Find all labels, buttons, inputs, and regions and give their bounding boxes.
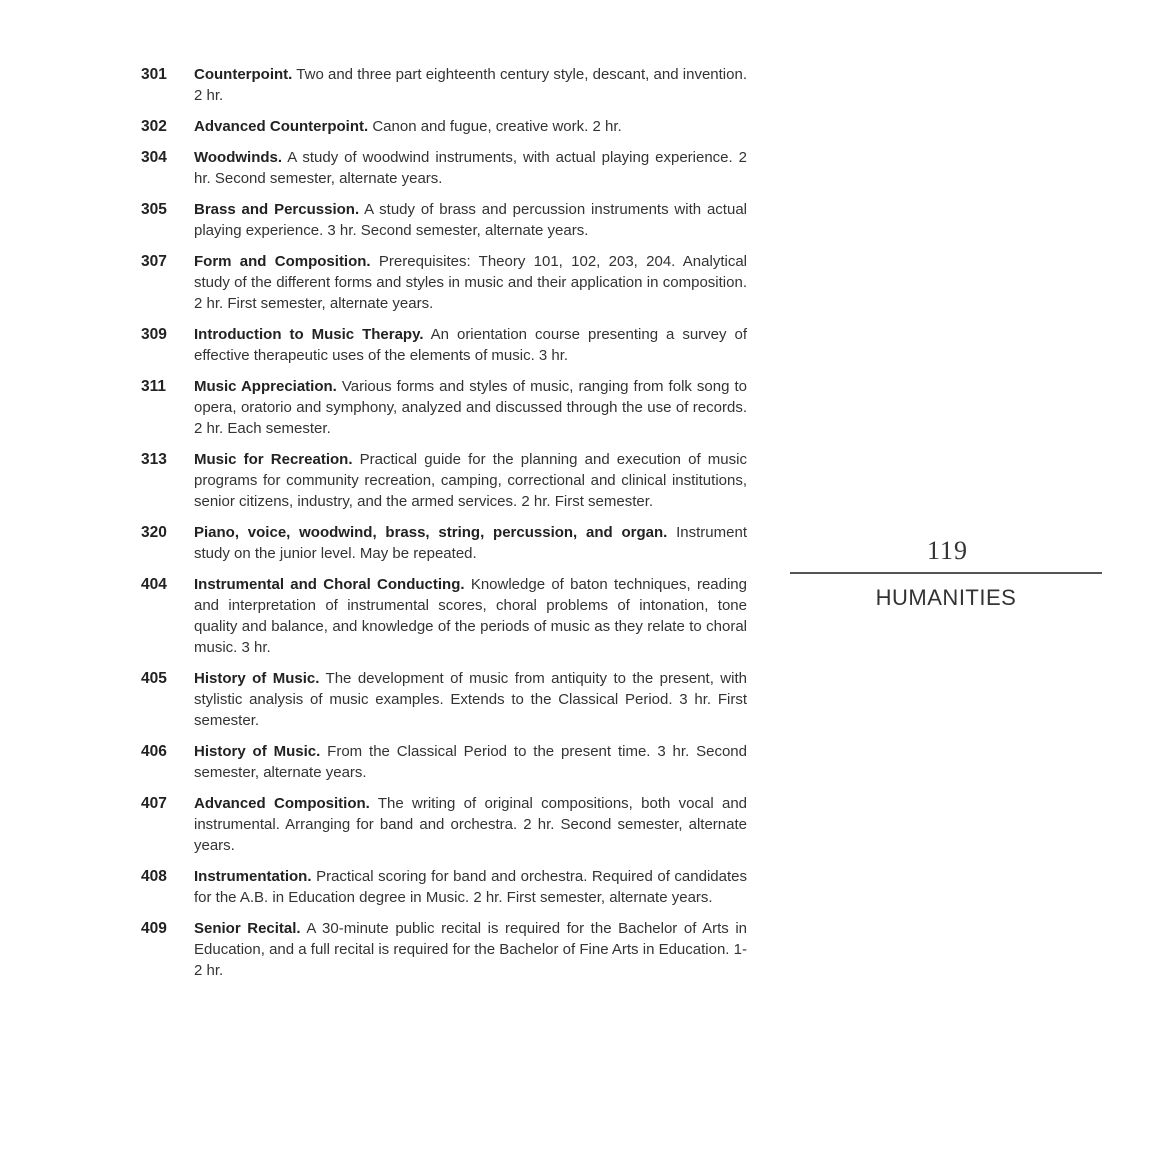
course-entry [141,199,747,241]
course-list [141,64,747,991]
course-entry [141,522,747,564]
course-entry [141,64,747,106]
course-entry [141,116,747,137]
course-text [194,574,747,658]
course-number: 320 [141,524,167,541]
course-entry [141,376,747,439]
course-number: 309 [141,326,167,343]
course-title: Instrumentation. [194,868,312,885]
course-entry [141,251,747,314]
course-number: 406 [141,743,167,760]
course-description: A study of brass and percussion instruments with actual playing experience. 3 hr. Second semester, alternate years. [194,201,747,239]
course-text [194,324,747,366]
course-text [194,918,747,981]
section-title: HUMANITIES [875,585,1017,610]
course-number: 404 [141,576,167,593]
course-description: An orientation course presenting a survey of effective therapeutic uses of the elements of music. 3 hr. [194,326,748,364]
page-sidebar [790,534,1102,612]
course-title: Music Appreciation. [194,378,337,395]
course-title: History of Music. [194,670,320,687]
course-number: 409 [141,920,167,937]
course-title: History of Music. [194,743,321,760]
course-description: Instrument study on the junior level. May be repeated. [194,524,747,562]
course-text [194,116,747,137]
course-text [194,522,747,564]
course-description: A 30-minute public recital is required for the Bachelor of Arts in Education, and a full recital is required for the Bachelor of Fine Arts in Education. 1-2 hr. [194,920,747,979]
course-title: Brass and Percussion. [194,201,360,218]
course-number: 301 [141,66,167,83]
course-number: 408 [141,868,167,885]
course-number: 302 [141,118,167,135]
course-title: Form and Composition. [194,253,371,270]
course-description: Various forms and styles of music, ranging from folk song to opera, oratorio and symphony, analyzed and discussed through the use of records. 2 hr. Each semester. [194,378,747,437]
course-number: 313 [141,451,167,468]
course-title: Woodwinds. [194,149,283,166]
course-description: Two and three part eighteenth century style, descant, and invention. 2 hr. [194,66,747,104]
course-description: Knowledge of baton techniques, reading and interpretation of instrumental scores, choral problems of intonation, tone quality and balance, and knowledge of the periods of music as they relate to choral music. 3 hr. [194,576,747,656]
page-number: 119 [926,536,969,565]
course-description: A study of woodwind instruments, with actual playing experience. 2 hr. Second semester, alternate years. [194,149,747,187]
course-description: Prerequisites: Theory 101, 102, 203, 204. Analytical study of the different forms and styles in music and their application in composition. 2 hr. First semester, alternate years. [194,253,747,312]
course-entry [141,147,747,189]
course-number: 311 [141,378,167,395]
course-title: Advanced Counterpoint. [194,118,369,135]
course-entry [141,866,747,908]
course-text [194,449,747,512]
course-description: From the Classical Period to the present time. 3 hr. Second semester, alternate years. [194,743,747,781]
course-title: Piano, voice, woodwind, brass, string, percussion, and organ. [194,524,668,541]
course-entry [141,668,747,731]
course-title: Counterpoint. [194,66,293,83]
course-entry [141,449,747,512]
course-title: Introduction to Music Therapy. [194,326,424,343]
course-title: Advanced Composition. [194,795,370,812]
course-description: Practical guide for the planning and execution of music programs for community recreation, camping, correctional and clinical institutions, senior citizens, industry, and the armed services. 2 hr. First semester. [194,451,747,510]
course-title: Music for Recreation. [194,451,353,468]
course-title: Senior Recital. [194,920,301,937]
divider [790,572,1102,574]
course-text [194,793,747,856]
course-entry [141,324,747,366]
course-text [194,251,747,314]
course-text [194,866,747,908]
course-number: 405 [141,670,167,687]
course-number: 307 [141,253,167,270]
course-text [194,741,747,783]
course-number: 407 [141,795,167,812]
course-text [194,668,747,731]
course-description: The writing of original compositions, both vocal and instrumental. Arranging for band and orchestra. 2 hr. Second semester, alternate years. [194,795,748,854]
course-entry [141,574,747,658]
course-entry [141,918,747,981]
course-entry [141,793,747,856]
course-description: Practical scoring for band and orchestra. Required of candidates for the A.B. in Education degree in Music. 2 hr. First semester, alternate years. [194,868,747,906]
course-text [194,147,747,189]
course-title: Instrumental and Choral Conducting. [194,576,465,593]
course-text [194,199,747,241]
course-entry [141,741,747,783]
course-description: Canon and fugue, creative work. 2 hr. [368,118,622,135]
course-text [194,376,747,439]
course-number: 304 [141,149,167,166]
course-description: The development of music from antiquity to the present, with stylistic analysis of music examples. Extends to the Classical Period. 3 hr. First semester. [194,670,747,729]
course-number: 305 [141,201,167,218]
course-text [194,64,747,106]
